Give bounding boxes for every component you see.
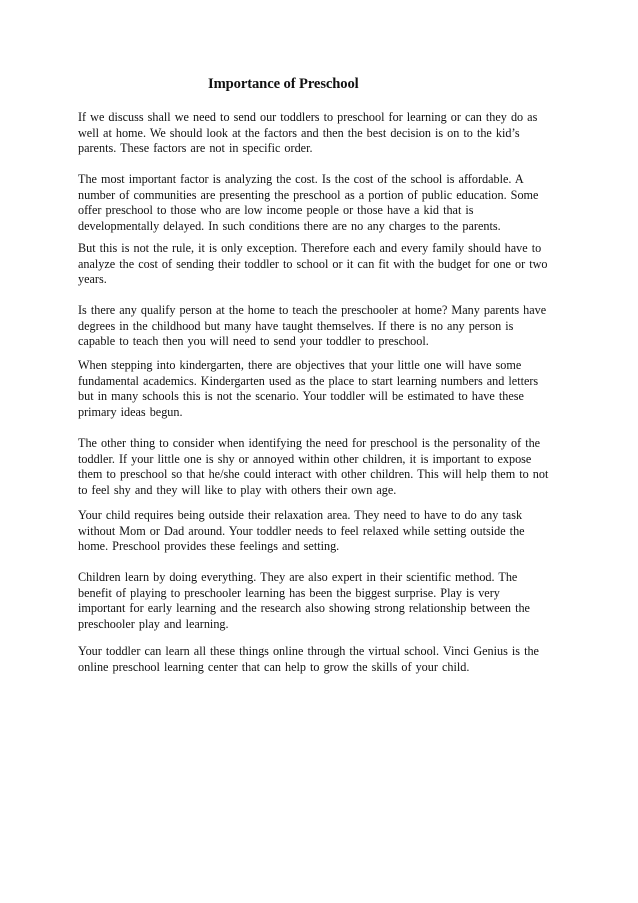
- paragraph-intro: [78, 110, 563, 157]
- text-line: The other thing to consider when identifying the need for preschool is the personality of the: [78, 436, 541, 450]
- text-line: degrees in the childhood but many have taught themselves. If there is no any person is: [78, 318, 514, 333]
- text-line: If we discuss shall we need to send our toddlers to preschool for learning or can they do as: [78, 110, 538, 124]
- text-line: Your child requires being outside their relaxation area. They need to have to do any task: [78, 508, 523, 522]
- text-line: years.: [78, 272, 107, 287]
- text-line: number of communities are presenting the preschool as a portion of public education. Some: [78, 187, 539, 202]
- text-line: them to preschool so that he/she could interact with other children. This will help them to not: [78, 467, 549, 482]
- text-line: capable to teach then you will need to send your toddler to preschool.: [78, 334, 429, 349]
- text-line: home. Preschool provides these feelings and setting.: [78, 539, 340, 554]
- text-line: fundamental academics. Kindergarten used as the place to start learning numbers and letters: [78, 373, 539, 388]
- text-line: When stepping into kindergarten, there are objectives that your little one will have some: [78, 358, 522, 372]
- text-line: Children learn by doing everything. They are also expert in their scientific method. The: [78, 570, 518, 584]
- document-title: Importance of Preschool: [208, 76, 359, 92]
- text-line: preschooler play and learning.: [78, 616, 229, 631]
- text-line: primary ideas begun.: [78, 404, 183, 419]
- paragraph-exception: [78, 241, 563, 288]
- paragraph-personality: [78, 436, 563, 498]
- paragraph-relaxation-area: [78, 508, 563, 555]
- text-line: analyze the cost of sending their toddler to school or it can fit with the budget for one or two: [78, 256, 548, 271]
- paragraph-home-teaching: [78, 303, 563, 350]
- text-line: online preschool learning center that can help to grow the skills of your child.: [78, 659, 470, 674]
- text-line: offer preschool to those who are low income people or those have a kid that is: [78, 203, 474, 218]
- text-line: but in many schools this is not the scenario. Your toddler will be estimated to have these: [78, 389, 524, 404]
- text-line: Is there any qualify person at the home to teach the preschooler at home? Many parents have: [78, 303, 547, 317]
- text-line: toddler. If your little one is shy or annoyed within other children, it is important to expose: [78, 451, 532, 466]
- paragraph-cost: [78, 172, 563, 234]
- paragraph-kindergarten: [78, 358, 563, 420]
- text-line: developmentally delayed. In such conditions there are no any charges to the parents.: [78, 218, 501, 233]
- text-line: important for early learning and the research also showing strong relationship between the: [78, 601, 530, 616]
- text-line: well at home. We should look at the factors and then the best decision is on to the kid’s: [78, 125, 520, 140]
- paragraph-learning-by-doing: [78, 570, 563, 632]
- text-line: Your toddler can learn all these things online through the virtual school. Vinci Genius is the: [78, 644, 539, 658]
- text-line: But this is not the rule, it is only exception. Therefore each and every family should have to: [78, 241, 542, 255]
- paragraph-online-school: [78, 644, 563, 675]
- text-line: parents. These factors are not in specific order.: [78, 141, 313, 156]
- text-line: benefit of playing to preschooler learning has been the biggest surprise. Play is very: [78, 585, 500, 600]
- text-line: to feel shy and they will like to play with others their own age.: [78, 482, 397, 497]
- text-line: The most important factor is analyzing the cost. Is the cost of the school is affordable. A: [78, 172, 524, 186]
- text-line: without Mom or Dad around. Your toddler needs to feel relaxed while setting outside the: [78, 523, 525, 538]
